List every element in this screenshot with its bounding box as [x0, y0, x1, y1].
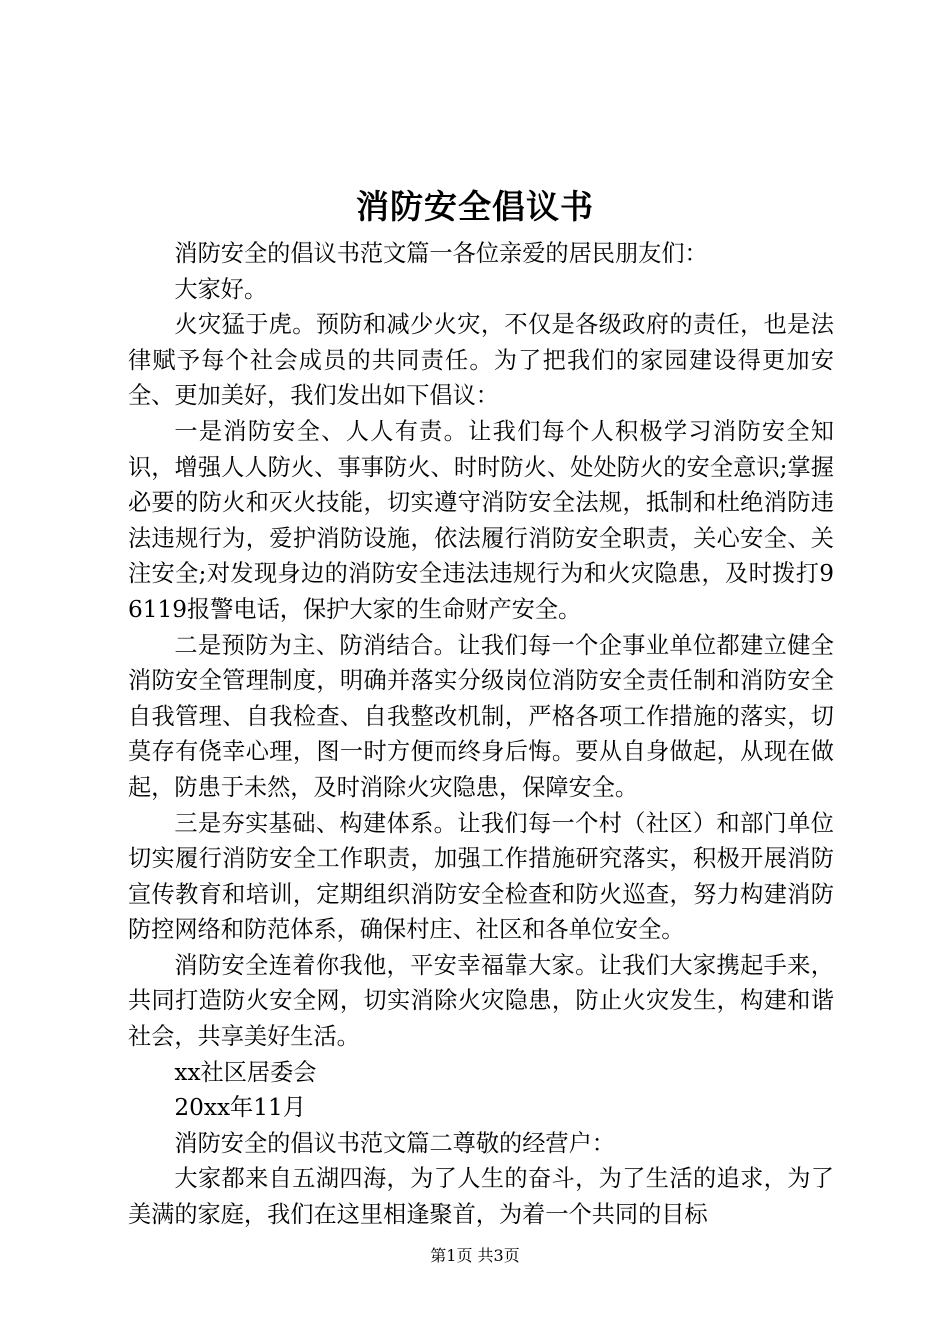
paragraph: 大家好。	[174, 275, 268, 303]
paragraph: 二是预防为主、防消结合。让我们每一个企事业单位都建立健全消防安全管理制度，明确并落实分级岗位消防安全责任制和消防安全自我管理、自我检查、自我整改机制，严格各项工作措施的落实，切莫存有侥幸心理，图一时方便而终身后悔。要从自身做起，从现在做起，防患于未然，及时消除火灾隐患，保障安全。	[128, 631, 834, 801]
paragraph: 消防安全连着你我他，平安幸福靠大家。让我们大家携起手来，共同打造防火安全网，切实消除火灾隐患，防止火灾发生，构建和谐社会，共享美好生活。	[128, 951, 834, 1051]
document-body	[128, 236, 834, 1233]
paragraph: 三是夯实基础、构建体系。让我们每一个村（社区）和部门单位切实履行消防安全工作职责，加强工作措施研究落实，积极开展消防宣传教育和培训，定期组织消防安全检查和防火巡查，努力构建消防防控网络和防范体系，确保村庄、社区和各单位安全。	[128, 809, 834, 944]
paragraph: 大家都来自五湖四海，为了人生的奋斗，为了生活的追求，为了美满的家庭，我们在这里相逢聚首，为着一个共同的目标	[128, 1165, 834, 1229]
page-number: 第1页 共3页	[430, 1246, 520, 1265]
paragraph: 消防安全的倡议书范文篇二尊敬的经营户：	[174, 1129, 615, 1157]
paragraph: 火灾猛于虎。预防和减少火灾，不仅是各级政府的责任，也是法律赋予每个社会成员的共同责任。为了把我们的家园建设得更加安全、更加美好，我们发出如下倡议：	[128, 311, 834, 410]
paragraph: 一是消防安全、人人有责。让我们每个人积极学习消防安全知识，增强人人防火、事事防火、时时防火、处处防火的安全意识;掌握必要的防火和灭火技能，切实遵守消防安全法规，抵制和杜绝消防违法违规行为，爱护消防设施，依法履行消防安全职责，关心安全、关注安全;对发现身边的消防安全违法违规行为和火灾隐患，及时拨打96119报警电话，保护大家的生命财产安全。	[128, 417, 834, 623]
paragraph: 消防安全的倡议书范文篇一各位亲爱的居民朋友们：	[174, 240, 708, 267]
document-title: 消防安全倡议书	[356, 187, 594, 226]
date-line: 20xx年11月	[174, 1094, 306, 1122]
signature-line: xx社区居委会	[174, 1058, 317, 1086]
